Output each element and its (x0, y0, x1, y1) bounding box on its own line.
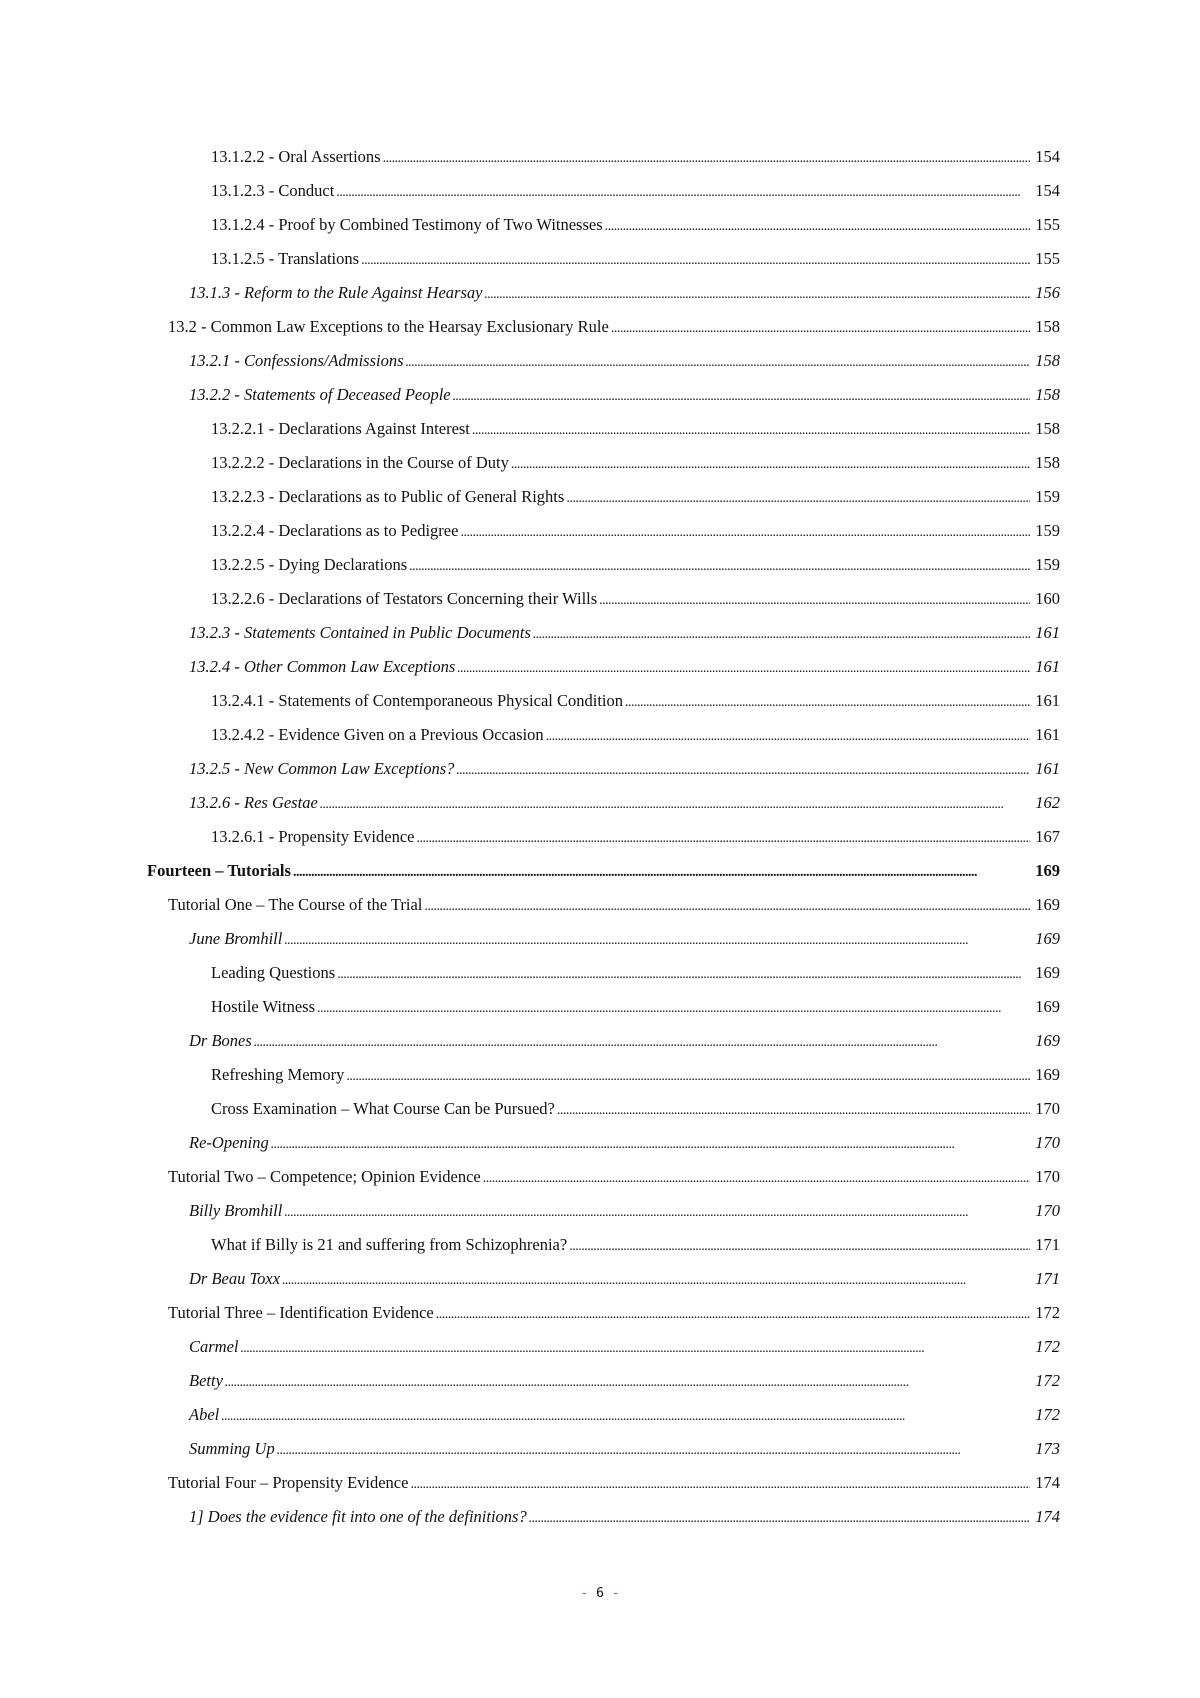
toc-entry-title: 13.2.6 - Res Gestae (189, 793, 318, 812)
toc-entry[interactable] (211, 684, 1060, 718)
dot-leader (611, 310, 1030, 346)
dot-leader (317, 990, 1030, 1026)
toc-entry-page-number: 171 (1035, 1235, 1060, 1254)
dot-leader (271, 1126, 1030, 1162)
toc-entry-title: Billy Bromhill (189, 1201, 283, 1220)
toc-entry-title: 13.1.2.2 - Oral Assertions (211, 147, 381, 166)
toc-entry-page-number: 169 (1035, 929, 1060, 948)
toc-entry-title: 13.2 - Common Law Exceptions to the Hearsay Exclusionary Rule (168, 317, 609, 336)
dot-leader (453, 378, 1030, 414)
toc-entry[interactable] (189, 1500, 1060, 1534)
toc-entry[interactable] (189, 276, 1060, 310)
dot-leader (277, 1432, 1030, 1468)
dot-leader (484, 276, 1030, 312)
dot-leader (293, 854, 1030, 890)
dot-leader (546, 718, 1030, 754)
dot-leader (383, 140, 1030, 176)
toc-entry[interactable] (189, 650, 1060, 684)
dot-leader (566, 480, 1030, 516)
toc-entry-page-number: 161 (1035, 725, 1060, 744)
toc-entry-page-number: 170 (1035, 1099, 1060, 1118)
toc-entry-title: 13.2.4.1 - Statements of Contemporaneous Physical Condition (211, 691, 624, 710)
toc-entry-title: 13.2.2.5 - Dying Declarations (211, 555, 408, 574)
dot-leader (282, 1262, 1030, 1298)
toc-entry[interactable] (211, 480, 1060, 514)
toc-entry[interactable] (211, 412, 1060, 446)
dot-leader (320, 786, 1030, 822)
toc-entry-title: Abel (189, 1405, 220, 1424)
toc-entry[interactable] (211, 208, 1060, 242)
dot-leader (457, 650, 1030, 686)
toc-entry[interactable] (211, 514, 1060, 548)
toc-entry-page-number: 170 (1035, 1167, 1060, 1186)
toc-entry-page-number: 169 (1035, 997, 1060, 1016)
toc-entry-title: 13.2.5 - New Common Law Exceptions? (189, 759, 455, 778)
toc-entry-page-number: 172 (1035, 1303, 1060, 1322)
toc-entry-page-number: 172 (1035, 1337, 1060, 1356)
toc-entry-title: Dr Beau Toxx (189, 1269, 281, 1288)
toc-entry-page-number: 159 (1035, 555, 1060, 574)
toc-entry-page-number: 170 (1035, 1133, 1060, 1152)
toc-entry-title: Re-Opening (189, 1133, 269, 1152)
toc-entry-title: Leading Questions (211, 963, 336, 982)
dot-leader (424, 888, 1030, 924)
toc-entry[interactable] (168, 888, 1060, 922)
toc-entry[interactable] (211, 140, 1060, 174)
dot-leader (225, 1364, 1030, 1400)
toc-entry[interactable] (189, 344, 1060, 378)
dot-leader (569, 1228, 1030, 1264)
toc-entry-title: 13.1.2.4 - Proof by Combined Testimony of Two Witnesses (211, 215, 603, 234)
dot-leader (472, 412, 1030, 448)
toc-entry-page-number: 161 (1035, 691, 1060, 710)
toc-entry-page-number: 169 (1035, 895, 1060, 914)
toc-entry[interactable] (168, 310, 1060, 344)
toc-entry-title: June Bromhill (189, 929, 283, 948)
dot-leader (511, 446, 1030, 482)
page-number: 6 (596, 1586, 604, 1601)
toc-entry-title: Tutorial Two – Competence; Opinion Evidence (168, 1167, 481, 1186)
dot-leader (533, 616, 1030, 652)
toc-entry-page-number: 169 (1035, 1065, 1060, 1084)
dot-leader (599, 582, 1030, 618)
toc-entry[interactable] (211, 1058, 1060, 1092)
dot-leader (416, 820, 1030, 856)
toc-entry-page-number: 169 (1035, 861, 1060, 880)
toc-entry-title: Tutorial One – The Course of the Trial (168, 895, 423, 914)
toc-entry[interactable] (211, 582, 1060, 616)
toc-entry[interactable] (189, 378, 1060, 412)
toc-entry-page-number: 154 (1035, 147, 1060, 166)
toc-entry-page-number: 171 (1035, 1269, 1060, 1288)
toc-entry-page-number: 155 (1035, 249, 1060, 268)
toc-entry[interactable] (211, 1228, 1060, 1262)
toc-entry[interactable] (189, 1330, 1060, 1364)
toc-entry-page-number: 159 (1035, 487, 1060, 506)
toc-entry-page-number: 158 (1035, 453, 1060, 472)
toc-entry[interactable] (189, 922, 1060, 956)
toc-entry-title: 13.2.2.6 - Declarations of Testators Concerning their Wills (211, 589, 598, 608)
toc-entry-title: What if Billy is 21 and suffering from Schizophrenia? (211, 1235, 568, 1254)
dot-leader (625, 684, 1030, 720)
dot-leader (483, 1160, 1030, 1196)
toc-entry-title: Dr Bones (189, 1031, 252, 1050)
toc-entry-title: Tutorial Four – Propensity Evidence (168, 1473, 409, 1492)
toc-entry[interactable] (189, 1398, 1060, 1432)
toc-entry[interactable] (211, 718, 1060, 752)
dot-leader (406, 344, 1030, 380)
dot-leader (410, 1466, 1030, 1502)
toc-entry-title: 1] Does the evidence fit into one of the definitions? (189, 1507, 527, 1526)
toc-entry[interactable] (211, 956, 1060, 990)
toc-entry[interactable] (211, 1092, 1060, 1126)
toc-entry-title: 13.2.4 - Other Common Law Exceptions (189, 657, 456, 676)
toc-entry-title: Betty (189, 1371, 223, 1390)
toc-entry[interactable] (147, 854, 1060, 888)
toc-entry[interactable] (211, 446, 1060, 480)
toc-entry[interactable] (211, 174, 1060, 208)
toc-entry-title: Fourteen – Tutorials (147, 861, 291, 880)
toc-entry[interactable] (211, 242, 1060, 276)
toc-entry[interactable] (211, 820, 1060, 854)
toc-entry-title: Hostile Witness (211, 997, 315, 1016)
dot-leader (605, 208, 1030, 244)
toc-entry-page-number: 162 (1035, 793, 1060, 812)
toc-entry-page-number: 161 (1035, 623, 1060, 642)
dot-leader (409, 548, 1030, 584)
toc-entry-page-number: 158 (1035, 351, 1060, 370)
table-of-contents (0, 140, 1200, 1534)
toc-entry-title: 13.2.6.1 - Propensity Evidence (211, 827, 415, 846)
toc-entry-page-number: 161 (1035, 657, 1060, 676)
toc-entry-page-number: 156 (1035, 283, 1060, 302)
toc-entry-title: 13.2.1 - Confessions/Admissions (189, 351, 404, 370)
toc-entry[interactable] (168, 1160, 1060, 1194)
dot-leader (221, 1398, 1030, 1434)
toc-entry-page-number: 158 (1035, 385, 1060, 404)
toc-entry[interactable] (189, 752, 1060, 786)
toc-entry-page-number: 161 (1035, 759, 1060, 778)
toc-entry-page-number: 169 (1035, 1031, 1060, 1050)
dot-leader (284, 1194, 1030, 1230)
toc-entry-page-number: 160 (1035, 589, 1060, 608)
toc-entry-title: Cross Examination – What Course Can be Pursued? (211, 1099, 555, 1118)
toc-entry-page-number: 170 (1035, 1201, 1060, 1220)
toc-entry-title: 13.1.2.5 - Translations (211, 249, 360, 268)
toc-entry-page-number: 167 (1035, 827, 1060, 846)
toc-entry[interactable] (189, 616, 1060, 650)
toc-entry-title: Refreshing Memory (211, 1065, 345, 1084)
toc-entry-title: Tutorial Three – Identification Evidence (168, 1303, 434, 1322)
toc-entry-page-number: 169 (1035, 963, 1060, 982)
toc-entry-page-number: 172 (1035, 1405, 1060, 1424)
toc-entry-title: 13.1.2.3 - Conduct (211, 181, 335, 200)
toc-entry[interactable] (189, 1024, 1060, 1058)
dot-leader (241, 1330, 1031, 1366)
toc-entry[interactable] (211, 990, 1060, 1024)
toc-entry-title: 13.2.2.2 - Declarations in the Course of Duty (211, 453, 509, 472)
toc-entry-page-number: 154 (1035, 181, 1060, 200)
toc-entry-page-number: 174 (1035, 1473, 1060, 1492)
toc-entry[interactable] (189, 1364, 1060, 1398)
toc-entry-title: 13.2.2.3 - Declarations as to Public of General Rights (211, 487, 565, 506)
toc-entry[interactable] (189, 786, 1060, 820)
toc-entry-title: 13.2.3 - Statements Contained in Public Documents (189, 623, 531, 642)
toc-entry[interactable] (189, 1194, 1060, 1228)
dot-leader (361, 242, 1030, 278)
dot-leader (337, 956, 1030, 992)
dot-leader (529, 1500, 1030, 1536)
toc-entry-page-number: 173 (1035, 1439, 1060, 1458)
dot-leader (336, 174, 1030, 210)
toc-entry-title: Summing Up (189, 1439, 275, 1458)
dot-leader (254, 1024, 1030, 1060)
dot-leader (456, 752, 1030, 788)
footer-left-dash: - (580, 1586, 589, 1601)
toc-entry-title: 13.2.2.4 - Declarations as to Pedigree (211, 521, 459, 540)
toc-entry-title: Carmel (189, 1337, 239, 1356)
dot-leader (436, 1296, 1030, 1332)
dot-leader (346, 1058, 1030, 1094)
toc-entry-title: 13.2.2 - Statements of Deceased People (189, 385, 451, 404)
dot-leader (460, 514, 1030, 550)
footer-right-dash: - (611, 1586, 620, 1601)
dot-leader (557, 1092, 1030, 1128)
toc-entry[interactable] (168, 1296, 1060, 1330)
toc-entry-page-number: 158 (1035, 419, 1060, 438)
toc-entry-page-number: 159 (1035, 521, 1060, 540)
toc-entry[interactable] (168, 1466, 1060, 1500)
toc-entry-title: 13.2.4.2 - Evidence Given on a Previous Occasion (211, 725, 544, 744)
dot-leader (284, 922, 1030, 958)
toc-entry-page-number: 155 (1035, 215, 1060, 234)
toc-entry-page-number: 172 (1035, 1371, 1060, 1390)
toc-entry[interactable] (189, 1432, 1060, 1466)
page-footer (0, 1586, 1200, 1601)
toc-entry-title: 13.1.3 - Reform to the Rule Against Hearsay (189, 283, 483, 302)
toc-entry-title: 13.2.2.1 - Declarations Against Interest (211, 419, 470, 438)
toc-entry[interactable] (189, 1262, 1060, 1296)
toc-entry-page-number: 158 (1035, 317, 1060, 336)
toc-entry[interactable] (211, 548, 1060, 582)
toc-entry-page-number: 174 (1035, 1507, 1060, 1526)
toc-entry[interactable] (189, 1126, 1060, 1160)
